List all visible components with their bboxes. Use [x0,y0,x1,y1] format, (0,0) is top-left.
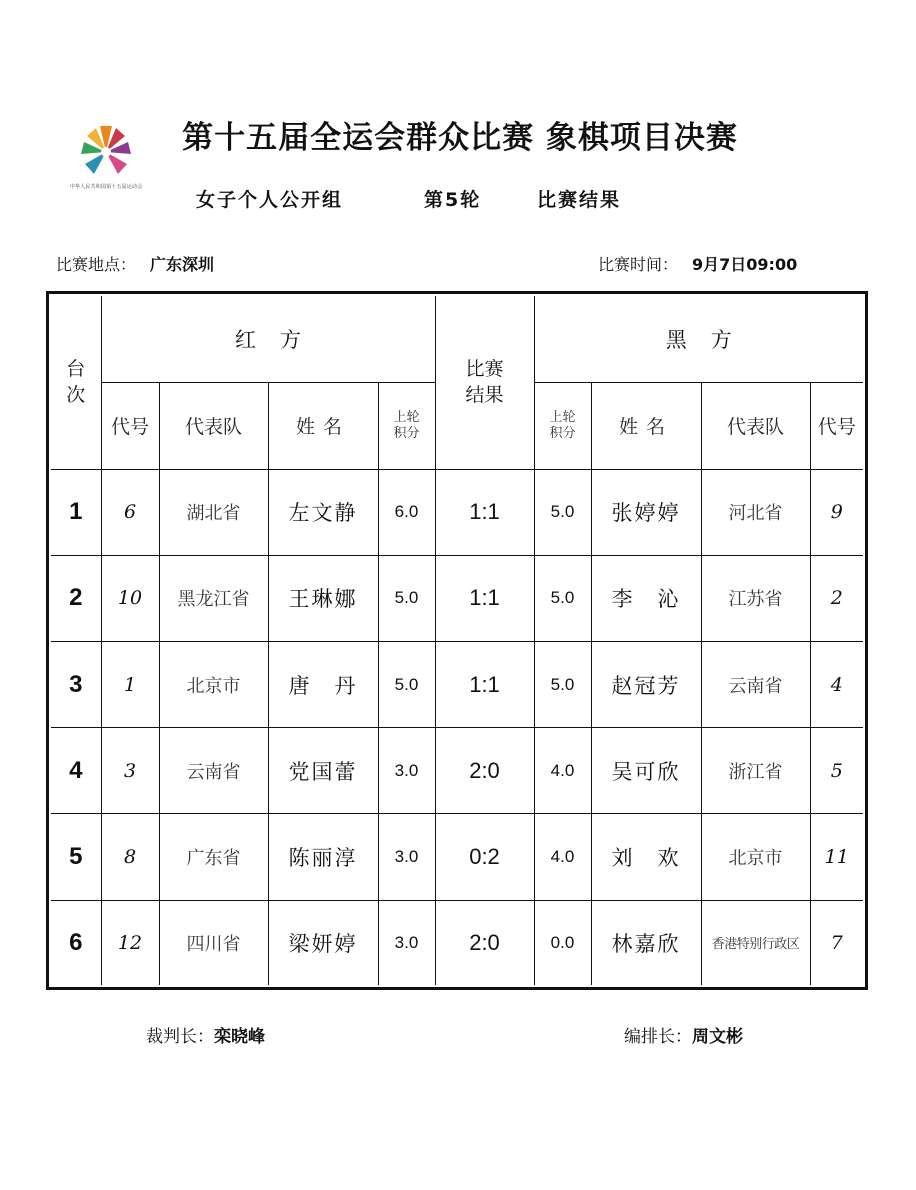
result-title: 比赛结果 [537,189,622,211]
table-row [51,641,863,727]
time-label: 比赛时间： [598,255,679,274]
red-name-header: 姓名 [268,382,378,469]
red-team: 广东省 [159,814,268,900]
table-row [51,728,863,814]
red-team: 北京市 [159,641,268,727]
black-code: 2 [810,555,863,641]
black-prev-points: 5.0 [534,555,591,641]
red-code: 12 [101,900,159,985]
venue-info [56,252,214,275]
red-team: 四川省 [159,900,268,985]
black-prev-points: 5.0 [534,641,591,727]
black-team: 香港特别行政区 [701,900,810,985]
red-name: 王琳娜 [268,555,378,641]
black-code: 5 [810,728,863,814]
board-header: 台次 [51,296,101,469]
table-row [51,469,863,555]
black-prev-points: 4.0 [534,814,591,900]
red-name: 陈丽淳 [268,814,378,900]
red-code: 3 [101,728,159,814]
match-result: 1:1 [435,641,534,727]
board-number: 3 [51,641,101,727]
red-team: 黑龙江省 [159,555,268,641]
board-number: 5 [51,814,101,900]
red-name: 左文静 [268,469,378,555]
time-info [598,252,797,275]
games-logo-icon [66,122,146,194]
black-team: 北京市 [701,814,810,900]
red-team: 湖北省 [159,469,268,555]
round-number: 第5轮 [424,189,482,211]
red-name: 党国蕾 [268,728,378,814]
black-name: 吴可欣 [591,728,701,814]
group-name: 女子个人公开组 [196,189,344,211]
venue-value: 广东深圳 [150,255,215,274]
chief-arbiter-name: 栾晓峰 [214,1027,265,1047]
black-name: 李 沁 [591,555,701,641]
match-result: 2:0 [435,900,534,985]
black-team: 浙江省 [701,728,810,814]
table-row [51,555,863,641]
black-name-header: 姓名 [591,382,701,469]
match-result: 1:1 [435,469,534,555]
black-prev-points: 5.0 [534,469,591,555]
red-code: 6 [101,469,159,555]
red-team-header: 代表队 [159,382,268,469]
table-row [51,900,863,985]
red-code: 1 [101,641,159,727]
red-name: 唐 丹 [268,641,378,727]
chief-scheduler-label: 编排长： [624,1027,692,1047]
red-prev-points: 3.0 [378,728,435,814]
black-side-header: 黑方 [534,296,863,382]
board-number: 1 [51,469,101,555]
board-number: 4 [51,728,101,814]
table-row [51,814,863,900]
match-result: 0:2 [435,814,534,900]
match-result: 2:0 [435,728,534,814]
red-name: 梁妍婷 [268,900,378,985]
red-team: 云南省 [159,728,268,814]
svg-text:中华人民共和国第十五届运动会: 中华人民共和国第十五届运动会 [69,184,143,190]
red-prev-points: 3.0 [378,814,435,900]
black-team: 云南省 [701,641,810,727]
black-prev-points: 0.0 [534,900,591,985]
black-prev-points: 4.0 [534,728,591,814]
black-code: 7 [810,900,863,985]
black-code-header: 代号 [810,382,863,469]
black-code: 11 [810,814,863,900]
red-side-header: 红方 [101,296,435,382]
red-prev-points-header: 上轮积分 [378,382,435,469]
black-team: 河北省 [701,469,810,555]
red-prev-points: 5.0 [378,555,435,641]
black-prev-points-header: 上轮积分 [534,382,591,469]
red-prev-points: 5.0 [378,641,435,727]
red-code: 10 [101,555,159,641]
black-name: 张婷婷 [591,469,701,555]
venue-label: 比赛地点： [56,255,137,274]
chief-arbiter-label: 裁判长： [146,1027,214,1047]
page-title: 第十五届全运会群众比赛 象棋项目决赛 [182,120,738,156]
chief-arbiter [146,1022,265,1047]
black-team-header: 代表队 [701,382,810,469]
red-prev-points: 6.0 [378,469,435,555]
result-header: 比赛结果 [435,296,534,469]
black-name: 赵冠芳 [591,641,701,727]
board-number: 6 [51,900,101,985]
time-value: 9月7日09:00 [692,255,798,274]
red-prev-points: 3.0 [378,900,435,985]
red-code: 8 [101,814,159,900]
black-name: 林嘉欣 [591,900,701,985]
match-result: 1:1 [435,555,534,641]
black-name: 刘 欢 [591,814,701,900]
black-code: 9 [810,469,863,555]
chief-scheduler-name: 周文彬 [692,1027,743,1047]
chief-scheduler [624,1022,743,1047]
board-number: 2 [51,555,101,641]
results-table [46,291,868,990]
red-code-header: 代号 [101,382,159,469]
black-team: 江苏省 [701,555,810,641]
black-code: 4 [810,641,863,727]
